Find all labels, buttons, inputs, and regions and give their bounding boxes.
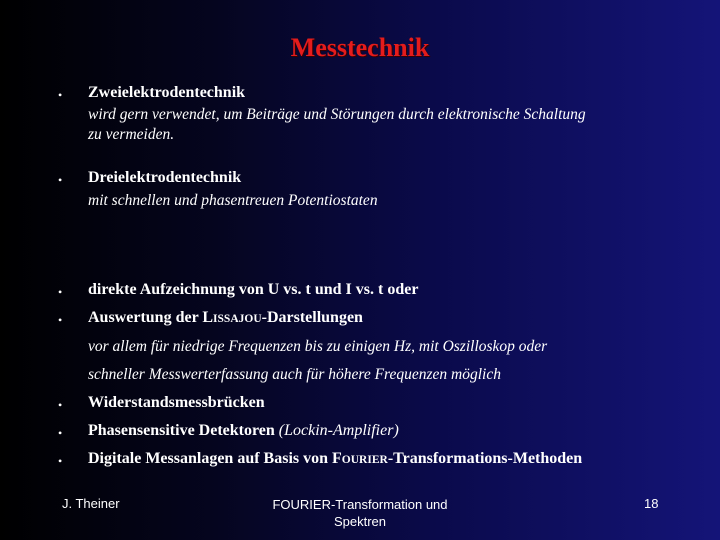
- note-line2: schneller Messwerterfassung auch für höhere Frequenzen möglich: [88, 366, 501, 383]
- digital-smallcaps: OURIER: [341, 454, 388, 466]
- bullet-marker: •: [58, 454, 63, 468]
- note-line1: vor allem für niedrige Frequenzen bis zu einigen Hz, mit Oszilloskop oder: [88, 338, 548, 355]
- footer-center-line1: FOURIER-Transformation und: [272, 497, 448, 512]
- heading-zweielektrodentechnik: Zweielektrodentechnik: [88, 84, 246, 101]
- phasen-bold: Phasensensitive Detektoren: [88, 422, 275, 439]
- item-auswertung-lissajou: [88, 309, 363, 327]
- bullet-marker: •: [58, 173, 63, 187]
- footer-center-line2: Spektren: [333, 514, 387, 529]
- footer-page-number: 18: [644, 496, 659, 511]
- auswertung-suffix: -Darstellungen: [261, 309, 363, 326]
- heading-dreielektrodentechnik: Dreielektrodentechnik: [88, 169, 242, 186]
- slide-title: Messtechnik: [290, 33, 430, 62]
- item-digitale-messanlagen: [88, 450, 582, 468]
- desc-zweielektrodentechnik-line2: zu vermeiden.: [88, 126, 175, 143]
- bullet-marker: •: [58, 426, 63, 440]
- bullet-marker: •: [58, 285, 63, 299]
- auswertung-prefix: Auswertung der L: [88, 309, 214, 326]
- footer-author: J. Theiner: [62, 496, 120, 511]
- bullet-marker: •: [58, 398, 63, 412]
- bullet-marker: •: [58, 313, 63, 327]
- footer-center: [255, 496, 465, 530]
- digital-suffix: -Transformations-Methoden: [387, 450, 583, 467]
- bullet-marker: •: [58, 88, 63, 102]
- item-widerstandsmessbruecken: Widerstandsmessbrücken: [88, 394, 265, 411]
- auswertung-smallcaps: ISSAJOU: [213, 313, 262, 325]
- item-phasensensitive-detektoren: [88, 422, 399, 440]
- item-direkte-aufzeichnung: direkte Aufzeichnung von U vs. t und I vs. t oder: [88, 281, 419, 298]
- phasen-italic: (Lockin-Amplifier): [274, 422, 399, 439]
- digital-prefix: Digitale Messanlagen auf Basis von F: [88, 450, 342, 467]
- desc-zweielektrodentechnik-line1: wird gern verwendet, um Beiträge und Störungen durch elektronische Schaltung: [88, 106, 586, 123]
- desc-dreielektrodentechnik: mit schnellen und phasentreuen Potentiostaten: [88, 192, 378, 209]
